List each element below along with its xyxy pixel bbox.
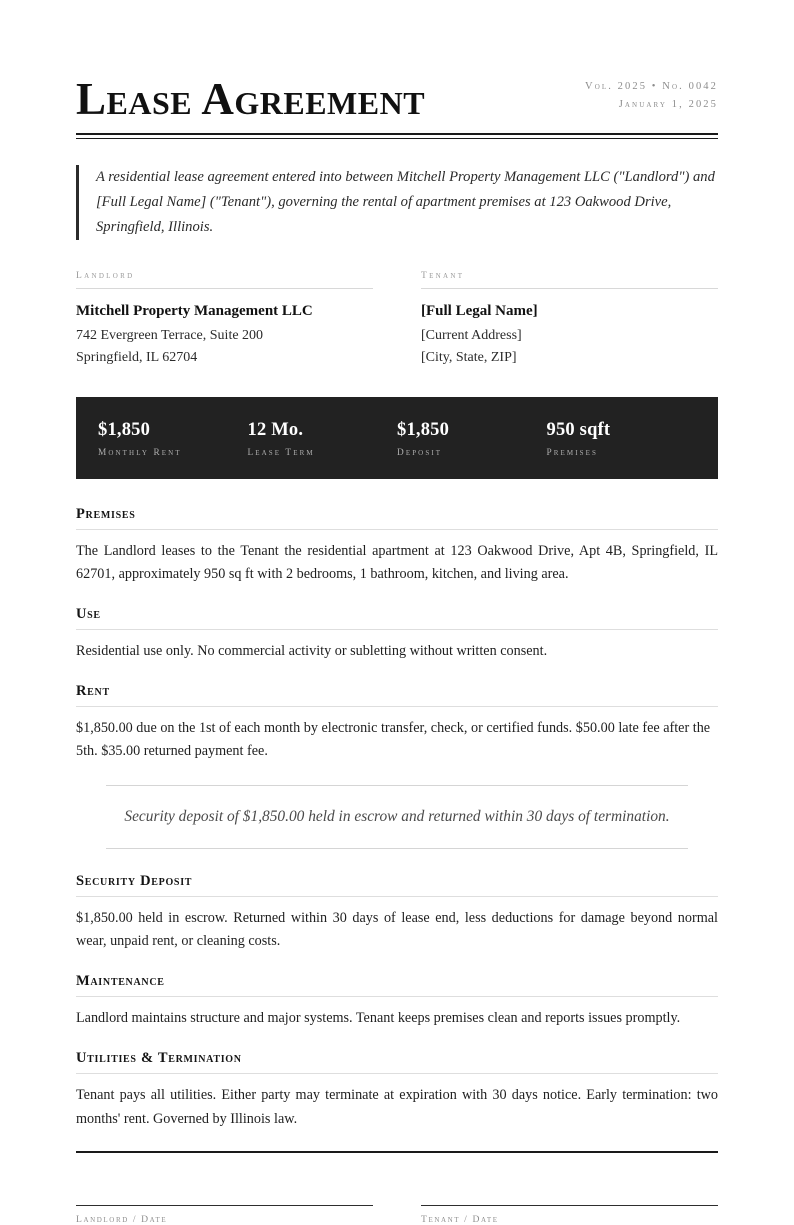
section-utilities-termination <box>76 1050 718 1130</box>
volume-number: Vol. 2025 • No. 0042 <box>585 80 718 92</box>
section-security-deposit <box>76 873 718 953</box>
masthead <box>76 76 718 133</box>
section-body-use: Residential use only. No commercial activity or subletting without written consent. <box>76 643 548 659</box>
stat-deposit <box>397 419 547 458</box>
masthead-meta <box>585 78 718 124</box>
party-name-tenant: [Full Legal Name] <box>421 303 538 320</box>
pullquote: Security deposit of $1,850.00 held in escrow and returned within 30 days of termination. <box>106 785 688 849</box>
stat-monthly-rent <box>98 419 248 458</box>
party-label-landlord: Landlord <box>76 271 373 289</box>
signature-line-landlord[interactable] <box>76 1205 373 1225</box>
signature-landlord[interactable] <box>76 1205 373 1225</box>
stat-value-premises: 950 sqft <box>546 419 611 440</box>
party-tenant <box>421 271 718 369</box>
party-landlord <box>76 271 373 369</box>
section-maintenance <box>76 973 718 1030</box>
section-heading-utilities-termination: Utilities & Termination <box>76 1050 718 1074</box>
signature-label-landlord: Landlord / Date <box>76 1213 168 1225</box>
parties-section <box>76 271 718 369</box>
section-heading-security-deposit: Security Deposit <box>76 873 718 897</box>
intro-text: A residential lease agreement entered into between Mitchell Property Management LLC ("Landlord") and [Full Legal Name] ("Tenant"), governing the rental of apartment premises at 123 Oakwood Drive, Springfield, Illinois. <box>96 168 715 236</box>
masthead-divider <box>76 133 718 139</box>
section-premises <box>76 506 718 586</box>
stat-label-monthly-rent: Monthly Rent <box>98 447 182 458</box>
document-date: January 1, 2025 <box>618 98 718 110</box>
signature-line-tenant[interactable] <box>421 1205 718 1225</box>
section-body-rent: $1,850.00 due on the 1st of each month by electronic transfer, check, or certified funds. $50.00 late fee after the 5th. $35.00 returned payment fee. <box>76 720 711 760</box>
section-heading-maintenance: Maintenance <box>76 973 718 997</box>
section-body-utilities-termination: Tenant pays all utilities. Either party may terminate at expiration with 30 days notice. Early termination: two months' rent. Governed by Illinois law. <box>76 1087 718 1127</box>
stat-label-deposit: Deposit <box>397 447 443 458</box>
section-body-security-deposit: $1,850.00 held in escrow. Returned within 30 days of lease end, less deductions for damage beyond normal wear, unpaid rent, or cleaning costs. <box>76 910 718 950</box>
party-name-landlord: Mitchell Property Management LLC <box>76 303 313 320</box>
party-address-line-1-tenant: [Current Address] <box>421 328 522 344</box>
stat-value-monthly-rent: $1,850 <box>98 419 151 440</box>
section-heading-premises: Premises <box>76 506 718 530</box>
section-heading-use: Use <box>76 606 718 630</box>
stat-premises <box>547 419 697 458</box>
party-label-tenant: Tenant <box>421 271 718 289</box>
stat-label-premises: Premises <box>546 447 599 458</box>
stat-value-deposit: $1,850 <box>397 419 450 440</box>
section-use <box>76 606 718 663</box>
section-body-maintenance: Landlord maintains structure and major systems. Tenant keeps premises clean and reports issues promptly. <box>76 1010 681 1027</box>
page-title: Lease Agreement <box>76 74 426 124</box>
section-body-premises: The Landlord leases to the Tenant the residential apartment at 123 Oakwood Drive, Apt 4B, Springfield, IL 62701, approximately 950 sq ft with 2 bedrooms, 1 bathroom, kitchen, and living area. <box>76 542 718 582</box>
stat-value-lease-term: 12 Mo. <box>247 419 304 440</box>
signature-label-tenant: Tenant / Date <box>421 1213 499 1225</box>
stat-lease-term <box>248 419 398 458</box>
stat-label-lease-term: Lease Term <box>247 447 315 458</box>
key-terms-bar <box>76 397 718 479</box>
intro-blockquote <box>76 165 718 240</box>
section-rent <box>76 683 718 763</box>
signature-block <box>76 1205 718 1225</box>
party-address-line-2-landlord: Springfield, IL 62704 <box>76 350 198 366</box>
section-heading-rent: Rent <box>76 683 718 707</box>
footer-divider <box>76 1151 718 1153</box>
party-address-line-1-landlord: 742 Evergreen Terrace, Suite 200 <box>76 328 264 344</box>
party-address-line-2-tenant: [City, State, ZIP] <box>421 350 517 366</box>
signature-tenant[interactable] <box>421 1205 718 1225</box>
